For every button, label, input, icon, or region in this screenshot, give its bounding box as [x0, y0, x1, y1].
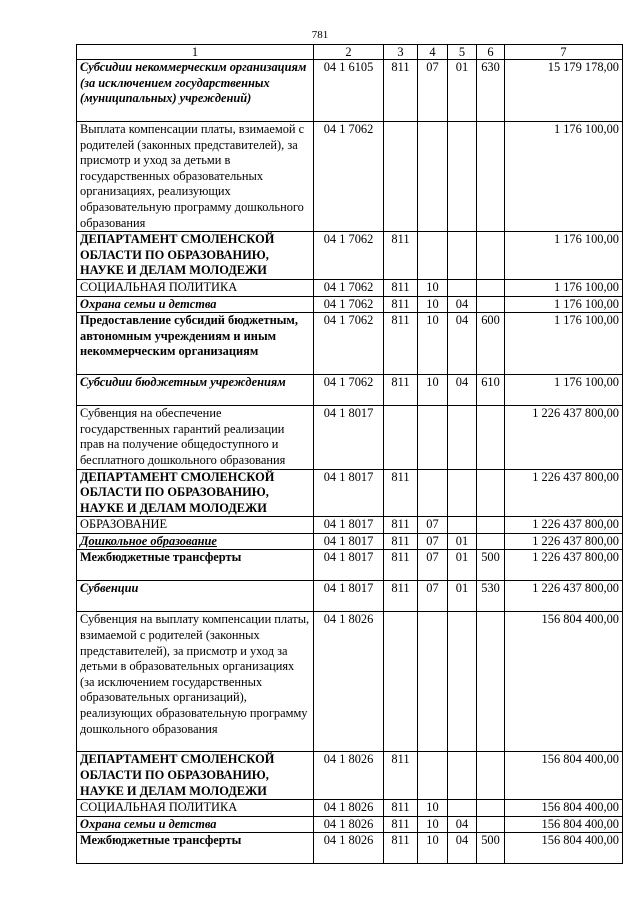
amount-cell: 1 226 437 800,00 — [505, 550, 623, 581]
row-name-cell: Охрана семьи и детства — [77, 296, 314, 313]
section-cell — [418, 406, 448, 469]
expense-type-cell — [477, 232, 505, 280]
subsection-cell: 01 — [448, 533, 477, 550]
code-cell: 04 1 8017 — [314, 533, 384, 550]
row-name-cell: ДЕПАРТАМЕНТ СМОЛЕНСКОЙ ОБЛАСТИ ПО ОБРАЗОВАНИЮ, НАУКЕ И ДЕЛАМ МОЛОДЕЖИ — [77, 469, 314, 517]
section-cell: 10 — [418, 800, 448, 817]
code-cell: 04 1 7062 — [314, 122, 384, 232]
amount-cell: 1 226 437 800,00 — [505, 469, 623, 517]
code-cell: 04 1 8026 — [314, 752, 384, 800]
amount-cell: 156 804 400,00 — [505, 833, 623, 864]
subsection-cell — [448, 469, 477, 517]
section-cell: 07 — [418, 550, 448, 581]
subsection-cell — [448, 752, 477, 800]
section-cell: 07 — [418, 517, 448, 534]
section-cell — [418, 612, 448, 752]
section-cell — [418, 122, 448, 232]
row-name-cell: Межбюджетные трансферты — [77, 833, 314, 864]
header-cell: 3 — [384, 45, 418, 60]
section-cell — [418, 232, 448, 280]
expense-type-cell — [477, 752, 505, 800]
expense-type-cell — [477, 612, 505, 752]
section-cell — [418, 752, 448, 800]
ministry-cell: 811 — [384, 581, 418, 612]
section-cell: 07 — [418, 533, 448, 550]
section-cell: 10 — [418, 833, 448, 864]
code-cell: 04 1 8026 — [314, 833, 384, 864]
table-row — [77, 469, 623, 517]
ministry-cell: 811 — [384, 517, 418, 534]
code-cell: 04 1 8017 — [314, 550, 384, 581]
expense-type-cell — [477, 800, 505, 817]
section-cell: 10 — [418, 296, 448, 313]
expense-type-cell — [477, 469, 505, 517]
ministry-cell — [384, 406, 418, 469]
code-cell: 04 1 8017 — [314, 517, 384, 534]
subsection-cell: 01 — [448, 60, 477, 122]
table-row — [77, 279, 623, 296]
ministry-cell: 811 — [384, 60, 418, 122]
table-row — [77, 533, 623, 550]
amount-cell: 156 804 400,00 — [505, 800, 623, 817]
subsection-cell — [448, 279, 477, 296]
subsection-cell: 04 — [448, 313, 477, 375]
ministry-cell: 811 — [384, 752, 418, 800]
amount-cell: 1 176 100,00 — [505, 313, 623, 375]
code-cell: 04 1 8026 — [314, 800, 384, 817]
amount-cell: 1 226 437 800,00 — [505, 406, 623, 469]
subsection-cell — [448, 232, 477, 280]
amount-cell: 156 804 400,00 — [505, 816, 623, 833]
row-name-cell: ДЕПАРТАМЕНТ СМОЛЕНСКОЙ ОБЛАСТИ ПО ОБРАЗОВАНИЮ, НАУКЕ И ДЕЛАМ МОЛОДЕЖИ — [77, 232, 314, 280]
ministry-cell — [384, 612, 418, 752]
ministry-cell: 811 — [384, 550, 418, 581]
subsection-cell: 04 — [448, 296, 477, 313]
row-name-cell: Выплата компенсации платы, взимаемой с родителей (законных представителей), за присмотр и уход за детьми в государственных образовательных организациях, реализующих образовательную программу дошкольного образования — [77, 122, 314, 232]
ministry-cell: 811 — [384, 469, 418, 517]
subsection-cell — [448, 800, 477, 817]
table-row — [77, 752, 623, 800]
ministry-cell: 811 — [384, 296, 418, 313]
amount-cell: 1 176 100,00 — [505, 296, 623, 313]
amount-cell: 1 226 437 800,00 — [505, 581, 623, 612]
ministry-cell: 811 — [384, 816, 418, 833]
section-cell: 07 — [418, 60, 448, 122]
header-cell: 7 — [505, 45, 623, 60]
row-name-cell: Субвенции — [77, 581, 314, 612]
row-name-cell: СОЦИАЛЬНАЯ ПОЛИТИКА — [77, 279, 314, 296]
row-name-cell: СОЦИАЛЬНАЯ ПОЛИТИКА — [77, 800, 314, 817]
amount-cell: 1 226 437 800,00 — [505, 517, 623, 534]
budget-table — [76, 44, 623, 864]
row-name-cell: Дошкольное образование — [77, 533, 314, 550]
section-cell: 10 — [418, 375, 448, 406]
amount-cell: 15 179 178,00 — [505, 60, 623, 122]
subsection-cell: 04 — [448, 375, 477, 406]
row-name-cell: Предоставление субсидий бюджетным, автономным учреждениям и иным некоммерческим организациям — [77, 313, 314, 375]
ministry-cell: 811 — [384, 279, 418, 296]
table-row — [77, 833, 623, 864]
expense-type-cell — [477, 533, 505, 550]
header-cell: 1 — [77, 45, 314, 60]
row-name-cell: Субсидии бюджетным учреждениям — [77, 375, 314, 406]
code-cell: 04 1 7062 — [314, 279, 384, 296]
expense-type-cell — [477, 816, 505, 833]
subsection-cell — [448, 406, 477, 469]
code-cell: 04 1 8026 — [314, 816, 384, 833]
expense-type-cell: 630 — [477, 60, 505, 122]
row-name-cell: Субвенция на обеспечение государственных гарантий реализации прав на получение общедоступного и бесплатного дошкольного образования — [77, 406, 314, 469]
amount-cell: 156 804 400,00 — [505, 612, 623, 752]
header-cell: 4 — [418, 45, 448, 60]
subsection-cell: 04 — [448, 816, 477, 833]
section-cell: 07 — [418, 581, 448, 612]
code-cell: 04 1 8017 — [314, 469, 384, 517]
table-row — [77, 375, 623, 406]
page-number: 781 — [311, 29, 329, 41]
table-row — [77, 517, 623, 534]
expense-type-cell — [477, 279, 505, 296]
ministry-cell: 811 — [384, 800, 418, 817]
expense-type-cell — [477, 122, 505, 232]
code-cell: 04 1 8017 — [314, 581, 384, 612]
subsection-cell — [448, 517, 477, 534]
expense-type-cell — [477, 517, 505, 534]
table-row — [77, 313, 623, 375]
section-cell: 10 — [418, 816, 448, 833]
header-cell: 6 — [477, 45, 505, 60]
ministry-cell: 811 — [384, 375, 418, 406]
amount-cell: 1 176 100,00 — [505, 232, 623, 280]
subsection-cell: 01 — [448, 581, 477, 612]
code-cell: 04 1 6105 — [314, 60, 384, 122]
ministry-cell: 811 — [384, 232, 418, 280]
amount-cell: 1 176 100,00 — [505, 279, 623, 296]
row-name-cell: ДЕПАРТАМЕНТ СМОЛЕНСКОЙ ОБЛАСТИ ПО ОБРАЗОВАНИЮ, НАУКЕ И ДЕЛАМ МОЛОДЕЖИ — [77, 752, 314, 800]
table-row — [77, 800, 623, 817]
ministry-cell: 811 — [384, 833, 418, 864]
row-name-cell: Охрана семьи и детства — [77, 816, 314, 833]
expense-type-cell: 600 — [477, 313, 505, 375]
amount-cell: 1 226 437 800,00 — [505, 533, 623, 550]
table-row — [77, 581, 623, 612]
code-cell: 04 1 7062 — [314, 232, 384, 280]
amount-cell: 1 176 100,00 — [505, 375, 623, 406]
table-row — [77, 232, 623, 280]
expense-type-cell: 530 — [477, 581, 505, 612]
code-cell: 04 1 7062 — [314, 375, 384, 406]
section-cell: 10 — [418, 313, 448, 375]
table-row — [77, 296, 623, 313]
table-row — [77, 816, 623, 833]
table-row — [77, 60, 623, 122]
section-cell — [418, 469, 448, 517]
ministry-cell: 811 — [384, 533, 418, 550]
expense-type-cell: 500 — [477, 550, 505, 581]
code-cell: 04 1 8017 — [314, 406, 384, 469]
expense-type-cell: 610 — [477, 375, 505, 406]
row-name-cell: ОБРАЗОВАНИЕ — [77, 517, 314, 534]
table-row — [77, 612, 623, 752]
amount-cell: 1 176 100,00 — [505, 122, 623, 232]
expense-type-cell — [477, 296, 505, 313]
code-cell: 04 1 7062 — [314, 296, 384, 313]
ministry-cell: 811 — [384, 313, 418, 375]
table-row — [77, 122, 623, 232]
expense-type-cell: 500 — [477, 833, 505, 864]
row-name-cell: Субсидии некоммерческим организациям (за исключением государственных (муниципальных) учреждений) — [77, 60, 314, 122]
row-name-cell: Субвенция на выплату компенсации платы, взимаемой с родителей (законных представителей), за присмотр и уход за детьми в образовательных организациях (за исключением государственных образовательных организаций), реализующих образовательную программу дошкольного образования — [77, 612, 314, 752]
table-row — [77, 406, 623, 469]
section-cell: 10 — [418, 279, 448, 296]
amount-cell: 156 804 400,00 — [505, 752, 623, 800]
expense-type-cell — [477, 406, 505, 469]
row-name-cell: Межбюджетные трансферты — [77, 550, 314, 581]
ministry-cell — [384, 122, 418, 232]
subsection-cell — [448, 612, 477, 752]
subsection-cell: 04 — [448, 833, 477, 864]
header-row — [77, 45, 623, 60]
code-cell: 04 1 8026 — [314, 612, 384, 752]
header-cell: 5 — [448, 45, 477, 60]
table-row — [77, 550, 623, 581]
subsection-cell: 01 — [448, 550, 477, 581]
code-cell: 04 1 7062 — [314, 313, 384, 375]
header-cell: 2 — [314, 45, 384, 60]
subsection-cell — [448, 122, 477, 232]
